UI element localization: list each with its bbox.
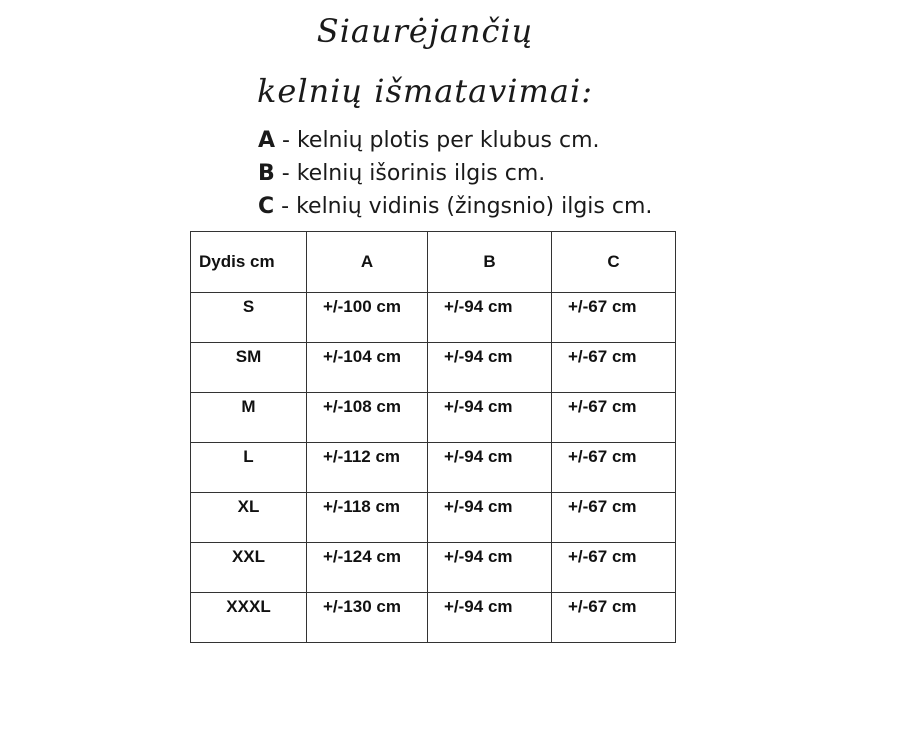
cell-c: +/-67 cm bbox=[552, 543, 676, 593]
cell-b: +/-94 cm bbox=[428, 543, 552, 593]
cell-b: +/-94 cm bbox=[428, 593, 552, 643]
table-row bbox=[191, 443, 676, 493]
legend-row-b bbox=[258, 157, 652, 190]
cell-a: +/-124 cm bbox=[307, 543, 428, 593]
legend-text: - kelnių vidinis (žingsnio) ilgis cm. bbox=[274, 194, 653, 219]
cell-a: +/-118 cm bbox=[307, 493, 428, 543]
header-a: A bbox=[307, 232, 428, 293]
cell-size: L bbox=[191, 443, 307, 493]
cell-size: XXL bbox=[191, 543, 307, 593]
cell-size: S bbox=[191, 293, 307, 343]
legend-key: B bbox=[258, 161, 275, 186]
cell-size: XL bbox=[191, 493, 307, 543]
cell-a: +/-104 cm bbox=[307, 343, 428, 393]
cell-size: M bbox=[191, 393, 307, 443]
table-row bbox=[191, 343, 676, 393]
cell-a: +/-130 cm bbox=[307, 593, 428, 643]
cell-c: +/-67 cm bbox=[552, 343, 676, 393]
measurement-legend bbox=[258, 124, 652, 223]
legend-text: - kelnių išorinis ilgis cm. bbox=[274, 161, 546, 186]
table-row bbox=[191, 493, 676, 543]
cell-c: +/-67 cm bbox=[552, 493, 676, 543]
cell-a: +/-112 cm bbox=[307, 443, 428, 493]
legend-key: C bbox=[258, 194, 275, 219]
size-table bbox=[190, 231, 676, 643]
cell-b: +/-94 cm bbox=[428, 443, 552, 493]
table-row bbox=[191, 543, 676, 593]
cell-b: +/-94 cm bbox=[428, 293, 552, 343]
cell-b: +/-94 cm bbox=[428, 393, 552, 443]
cell-size: XXXL bbox=[191, 593, 307, 643]
header-c: C bbox=[552, 232, 676, 293]
table-header-row bbox=[191, 232, 676, 293]
legend-row-c bbox=[258, 190, 652, 223]
cell-c: +/-67 cm bbox=[552, 393, 676, 443]
cell-size: SM bbox=[191, 343, 307, 393]
header-size: Dydis cm bbox=[191, 232, 307, 293]
table-row bbox=[191, 293, 676, 343]
cell-c: +/-67 cm bbox=[552, 293, 676, 343]
legend-key: A bbox=[258, 128, 276, 153]
legend-row-a bbox=[258, 124, 652, 157]
cell-c: +/-67 cm bbox=[552, 593, 676, 643]
legend-text: - kelnių plotis per klubus cm. bbox=[275, 128, 600, 153]
title-line-2: kelnių išmatavimai: bbox=[257, 72, 593, 110]
cell-a: +/-108 cm bbox=[307, 393, 428, 443]
table-row bbox=[191, 393, 676, 443]
cell-b: +/-94 cm bbox=[428, 493, 552, 543]
cell-a: +/-100 cm bbox=[307, 293, 428, 343]
cell-b: +/-94 cm bbox=[428, 343, 552, 393]
table-row bbox=[191, 593, 676, 643]
cell-c: +/-67 cm bbox=[552, 443, 676, 493]
title-line-1: Siaurėjančių bbox=[316, 12, 534, 50]
header-b: B bbox=[428, 232, 552, 293]
